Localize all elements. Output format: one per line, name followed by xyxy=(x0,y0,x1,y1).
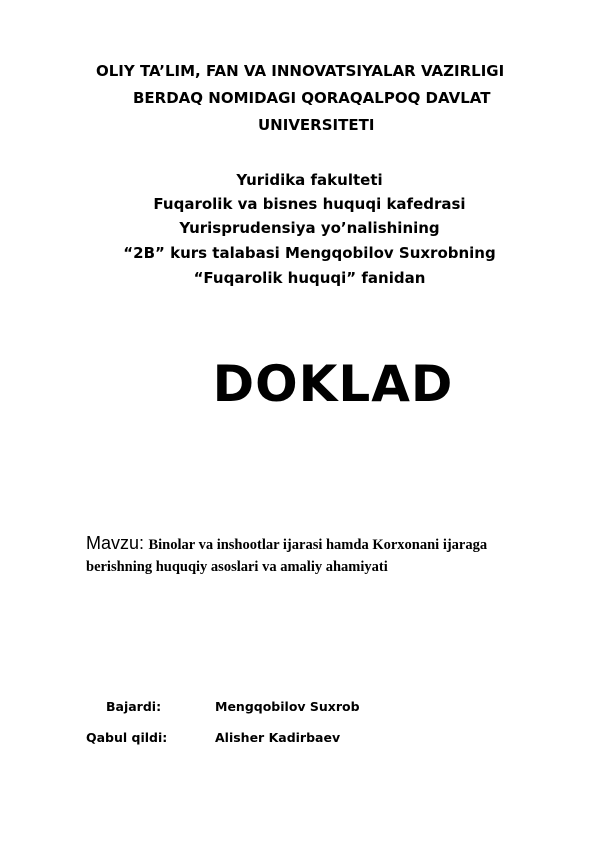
topic-block xyxy=(86,532,556,578)
document-title: DOKLAD xyxy=(212,355,454,413)
department-line: Fuqarolik va bisnes huquqi kafedrasi xyxy=(153,195,466,213)
ministry-heading: OLIY TA’LIM, FAN VA INNOVATSIYALAR VAZIRLIGI xyxy=(96,62,505,80)
university-heading-line2: UNIVERSITETI xyxy=(258,116,375,134)
university-heading-line1: BERDAQ NOMIDAGI QORAQALPOQ DAVLAT xyxy=(133,89,491,107)
faculty-line: Yuridika fakulteti xyxy=(236,171,383,189)
subject-line: “Fuqarolik huquqi” fanidan xyxy=(193,269,426,287)
performed-name: Mengqobilov Suxrob xyxy=(215,699,360,714)
accepted-name: Alisher Kadirbaev xyxy=(215,730,341,745)
topic-text: Binolar va inshootlar ijarasi hamda Korxonani ijaraga berishning huquqiy asoslari va amaliy ahamiyati xyxy=(86,537,488,575)
accepted-label: Qabul qildi: xyxy=(86,730,168,745)
topic-label: Mavzu: xyxy=(86,533,145,553)
student-line: “2B” kurs talabasi Mengqobilov Suxrobning xyxy=(123,244,496,262)
specialty-line: Yurisprudensiya yo’nalishining xyxy=(179,219,440,237)
performed-label: Bajardi: xyxy=(106,699,162,714)
